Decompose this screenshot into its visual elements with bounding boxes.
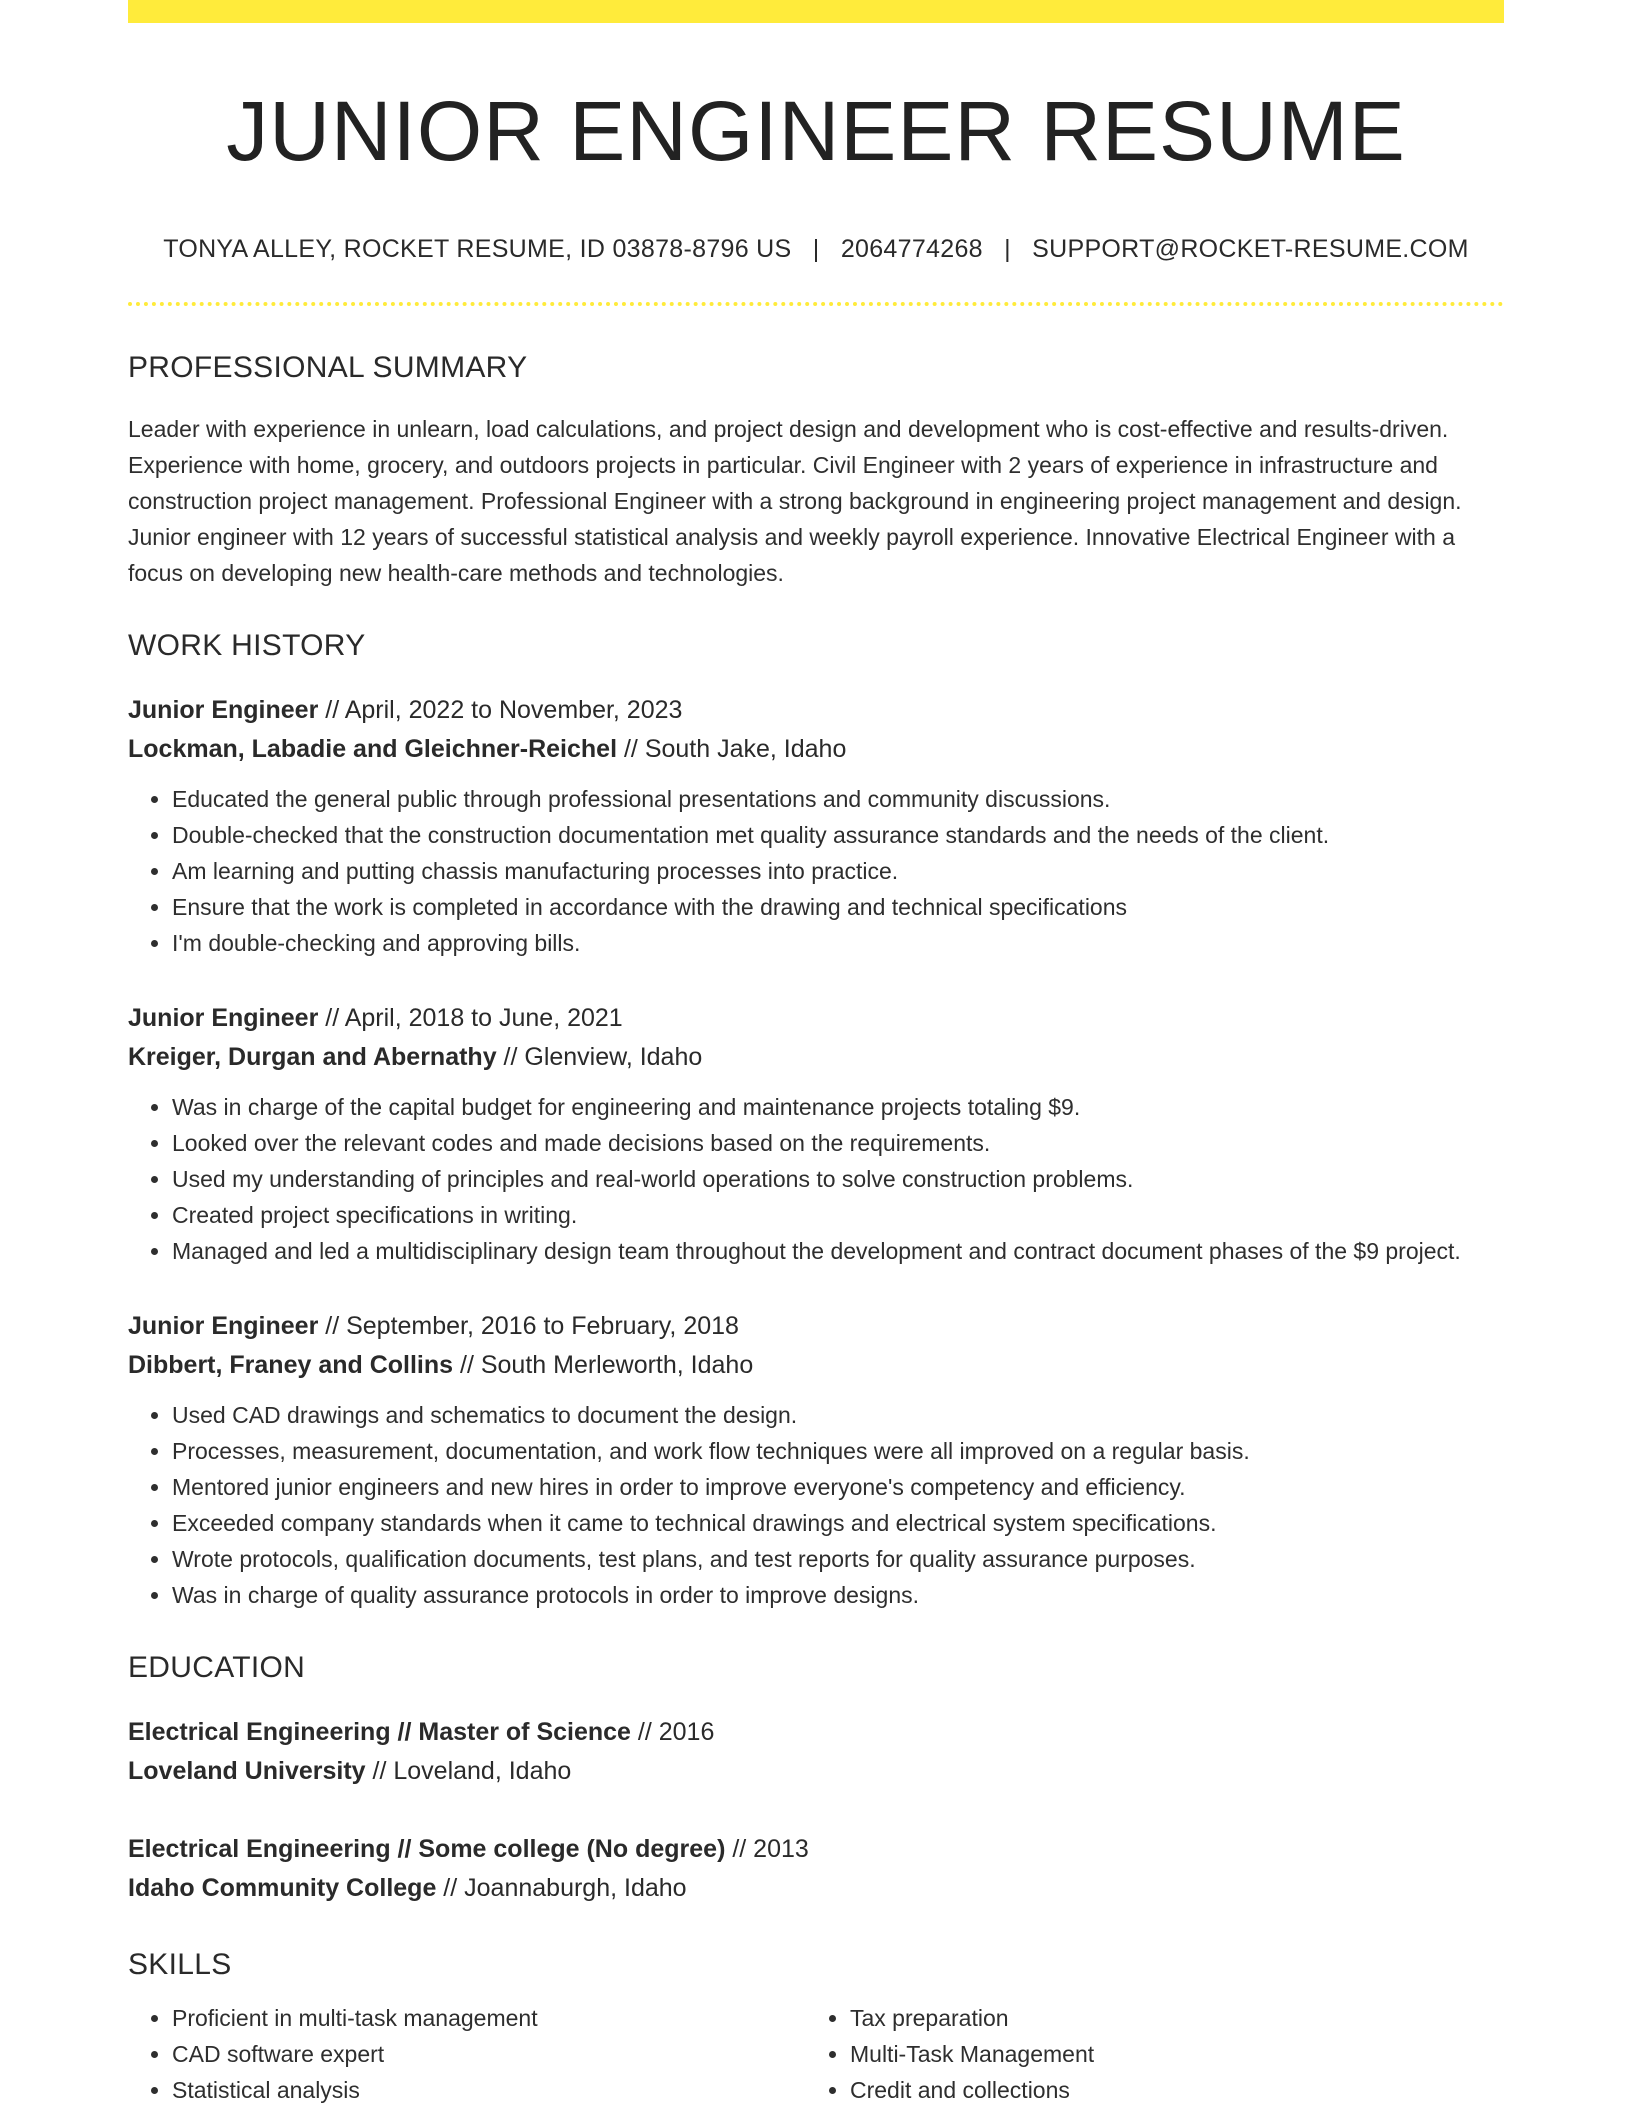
job-entry	[128, 999, 1504, 1269]
list-item: • Multi-Task Management	[850, 2036, 1484, 2072]
job-dates: // April, 2018 to June, 2021	[318, 1004, 623, 1033]
list-item: • Double-checked that the construction documentation met quality assurance standards and the needs of the client.	[172, 817, 1504, 853]
list-item: • Proficient in multi-task management	[172, 2000, 806, 2036]
job-entry	[128, 691, 1504, 961]
list-item: • Looked over the relevant codes and made decisions based on the requirements.	[172, 1125, 1504, 1161]
degree-line	[128, 1713, 1504, 1752]
work-history-section	[128, 629, 1504, 1613]
school-name: Idaho Community College	[128, 1874, 437, 1903]
section-heading: WORK HISTORY	[128, 629, 366, 663]
graduation-year: // 2016	[630, 1718, 715, 1747]
contact-email: SUPPORT@ROCKET-RESUME.COM	[1032, 235, 1469, 264]
job-bullets	[128, 1089, 1504, 1269]
list-item: • Was in charge of the capital budget for engineering and maintenance projects totaling $9.	[172, 1089, 1504, 1125]
education-entry	[128, 1713, 1504, 1791]
job-company: Lockman, Labadie and Gleichner-Reichel	[128, 735, 618, 764]
job-location: // Glenview, Idaho	[496, 1043, 703, 1072]
contact-separator: |	[1004, 235, 1011, 264]
skills-list-left	[128, 2000, 806, 2108]
top-accent-bar	[128, 0, 1504, 23]
education-section	[128, 1651, 1504, 1908]
job-title-line	[128, 691, 1504, 730]
list-item: • Used my understanding of principles and real-world operations to solve construction problems.	[172, 1161, 1504, 1197]
job-bullets	[128, 1397, 1504, 1613]
school-line	[128, 1869, 1504, 1908]
job-title-line	[128, 999, 1504, 1038]
list-item: • I'm double-checking and approving bills.	[172, 925, 1504, 961]
degree: Electrical Engineering // Master of Science	[128, 1718, 631, 1747]
skills-section	[128, 1948, 1504, 2108]
summary-text: Leader with experience in unlearn, load calculations, and project design and development who is cost-effective and results-driven. Experience with home, grocery, and outdoors projects in particular. Civil Engineer with 2 years of experience in infrastructure and construction project management. Professional Engineer with a strong background in engineering project management and design. Junior engineer with 12 years of successful statistical analysis and weekly payroll experience. Innovative Electrical Engineer with a focus on developing new health-care methods and technologies.	[128, 416, 1462, 587]
school-line	[128, 1752, 1504, 1791]
job-bullets	[128, 781, 1504, 961]
job-entry	[128, 1307, 1504, 1613]
school-location: // Loveland, Idaho	[365, 1757, 572, 1786]
school-location: // Joannaburgh, Idaho	[436, 1874, 687, 1903]
job-dates: // September, 2016 to February, 2018	[318, 1312, 739, 1341]
list-item: • Exceeded company standards when it came to technical drawings and electrical system specifications.	[172, 1505, 1504, 1541]
job-company: Kreiger, Durgan and Abernathy	[128, 1043, 497, 1072]
skills-list-right	[806, 2000, 1484, 2108]
list-item: • Tax preparation	[850, 2000, 1484, 2036]
list-item: • Wrote protocols, qualification documents, test plans, and test reports for quality assurance purposes.	[172, 1541, 1504, 1577]
list-item: • Was in charge of quality assurance protocols in order to improve designs.	[172, 1577, 1504, 1613]
list-item: • Processes, measurement, documentation, and work flow techniques were all improved on a regular basis.	[172, 1433, 1504, 1469]
job-title: Junior Engineer	[128, 696, 319, 725]
contact-phone: 2064774268	[840, 235, 983, 264]
job-company: Dibbert, Franey and Collins	[128, 1351, 454, 1380]
education-entry	[128, 1830, 1504, 1908]
graduation-year: // 2013	[725, 1835, 809, 1864]
contact-separator: |	[812, 235, 820, 264]
job-company-line	[128, 1346, 1504, 1385]
contact-line	[128, 235, 1504, 264]
list-item: • Credit and collections	[850, 2072, 1484, 2108]
list-item: • Ensure that the work is completed in accordance with the drawing and technical specifications	[172, 889, 1504, 925]
list-item: • Created project specifications in writing.	[172, 1197, 1504, 1233]
job-title-line	[128, 1307, 1504, 1346]
professional-summary-section	[128, 351, 1504, 591]
resume-title: JUNIOR ENGINEER RESUME	[226, 84, 1406, 178]
job-location: // South Jake, Idaho	[617, 735, 847, 764]
job-title: Junior Engineer	[128, 1312, 319, 1341]
section-heading: EDUCATION	[128, 1651, 306, 1685]
list-item: • Managed and led a multidisciplinary design team throughout the development and contract document phases of the $9 project.	[172, 1233, 1504, 1269]
school-name: Loveland University	[128, 1757, 366, 1786]
list-item: • Mentored junior engineers and new hires in order to improve everyone's competency and efficiency.	[172, 1469, 1504, 1505]
list-item: • CAD software expert	[172, 2036, 806, 2072]
resume-page	[128, 0, 1504, 2108]
skills-columns	[128, 2000, 1504, 2108]
job-dates: // April, 2022 to November, 2023	[318, 696, 683, 725]
degree: Electrical Engineering // Some college (No degree)	[128, 1835, 726, 1864]
job-company-line	[128, 1038, 1504, 1077]
job-title: Junior Engineer	[128, 1004, 319, 1033]
job-company-line	[128, 730, 1504, 769]
dotted-divider	[128, 302, 1504, 306]
list-item: • Used CAD drawings and schematics to document the design.	[172, 1397, 1504, 1433]
section-heading: SKILLS	[128, 1948, 232, 1982]
list-item: • Statistical analysis	[172, 2072, 806, 2108]
section-heading: PROFESSIONAL SUMMARY	[128, 351, 528, 385]
list-item: • Am learning and putting chassis manufacturing processes into practice.	[172, 853, 1504, 889]
contact-address: TONYA ALLEY, ROCKET RESUME, ID 03878-8796 US	[163, 235, 792, 264]
list-item: • Educated the general public through professional presentations and community discussions.	[172, 781, 1504, 817]
degree-line	[128, 1830, 1504, 1869]
job-location: // South Merleworth, Idaho	[453, 1351, 754, 1380]
